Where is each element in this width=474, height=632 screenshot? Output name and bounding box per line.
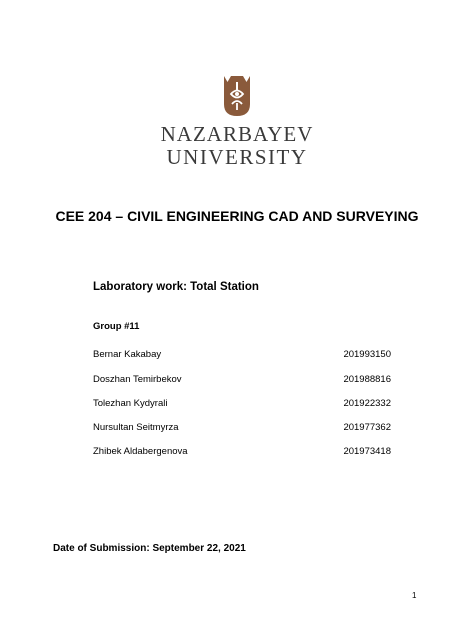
page-number: 1 bbox=[412, 591, 417, 600]
nazarbayev-university-emblem-icon bbox=[222, 74, 252, 118]
member-name: Tolezhan Kydyrali bbox=[93, 398, 168, 409]
course-title: CEE 204 – CIVIL ENGINEERING CAD AND SURVEYING bbox=[55, 208, 419, 224]
submission-date: Date of Submission: September 22, 2021 bbox=[53, 543, 246, 554]
member-row bbox=[93, 422, 391, 436]
member-name: Doszhan Temirbekov bbox=[93, 374, 182, 385]
member-row bbox=[93, 398, 391, 412]
member-name: Bernar Kakabay bbox=[93, 349, 162, 360]
group-label: Group #11 bbox=[93, 321, 140, 332]
member-name: Nursultan Seitmyrza bbox=[93, 422, 179, 433]
logo-wordmark-line2: UNIVERSITY bbox=[166, 145, 308, 169]
member-id: 201922332 bbox=[343, 398, 391, 409]
lab-work-title: Laboratory work: Total Station bbox=[93, 281, 259, 293]
member-name: Zhibek Aldabergenova bbox=[93, 446, 188, 457]
member-row bbox=[93, 374, 391, 388]
member-id: 201993150 bbox=[343, 349, 391, 360]
member-id: 201977362 bbox=[343, 422, 391, 433]
member-id: 201973418 bbox=[343, 446, 391, 457]
member-id: 201988816 bbox=[343, 374, 391, 385]
logo-wordmark-line1: NAZARBAYEV bbox=[160, 122, 314, 146]
member-row bbox=[93, 349, 391, 363]
university-logo bbox=[0, 74, 474, 118]
member-row bbox=[93, 446, 391, 460]
